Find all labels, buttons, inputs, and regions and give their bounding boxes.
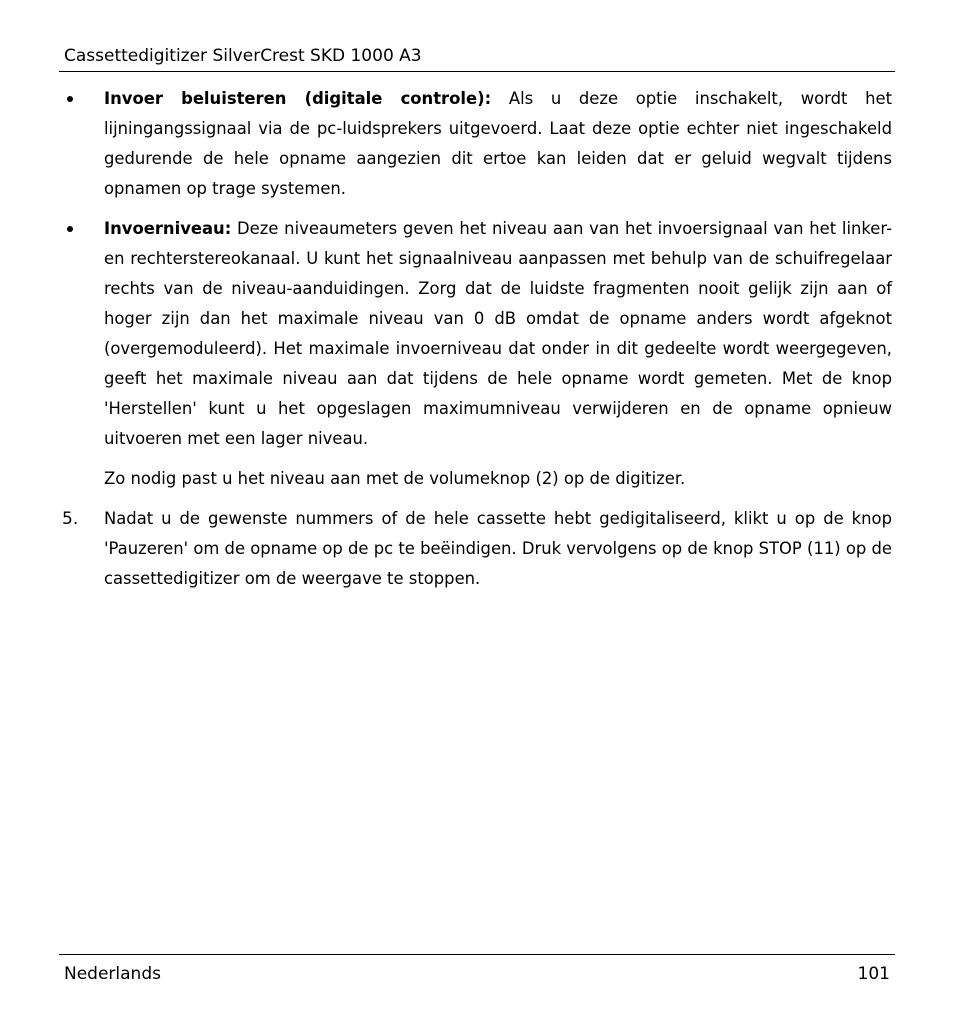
- note-text: Zo nodig past u het niveau aan met de volumeknop (2) op de digitizer.: [104, 469, 686, 488]
- step-number: 5.: [62, 509, 79, 529]
- bullet-term: Invoer beluisteren (digitale controle):: [104, 89, 492, 108]
- bullet-term: Invoerniveau:: [104, 219, 232, 238]
- bullet-icon: [67, 226, 73, 232]
- bullet-item-invoerniveau: [62, 214, 892, 454]
- page-content: [62, 84, 892, 604]
- footer-language: Nederlands: [64, 964, 161, 984]
- bullet-text: Deze niveaumeters geven het niveau aan van het invoersignaal van het linker- en rechterstereokanaal. U kunt het signaalniveau aanpassen met behulp van de schuifregelaar rechts van de niveau-aanduidingen. Zorg dat de luidste fragmenten nooit gelijk zijn aan of hoger zijn dan het maximale niveau van 0 dB omdat de opname anders wordt afgeknot (overgemoduleerd). Het maximale invoerniveau dat onder in dit gedeelte wordt weergegeven, geeft het maximale niveau aan dat tijdens de hele opname wordt gemeten. Met de knop 'Herstellen' kunt u het opgeslagen maximumniveau verwijderen en de opname opnieuw uitvoeren met een lager niveau.: [104, 219, 892, 448]
- bullet-paragraph: [104, 214, 892, 454]
- bullet-item-invoer-beluisteren: [62, 84, 892, 204]
- step-text: Nadat u de gewenste nummers of de hele cassette hebt gedigitaliseerd, klikt u op de knop 'Pauzeren' om de opname op de pc te beëindigen. Druk vervolgens op de knop STOP (11) op de cassettedigitizer om de weergave te stoppen.: [104, 509, 892, 588]
- page-footer: [59, 954, 895, 994]
- header-title: Cassettedigitizer SilverCrest SKD 1000 A3: [64, 46, 422, 66]
- page-header: [59, 44, 895, 72]
- note-paragraph: [104, 464, 892, 494]
- bullet-paragraph: [104, 84, 892, 204]
- page-number: 101: [857, 964, 890, 984]
- bullet-text: Als u deze optie inschakelt, wordt het lijningangssignaal via de pc-luidsprekers uitgevoerd. Laat deze optie echter niet ingeschakeld gedurende de hele opname aangezien dit ertoe kan leiden dat er geluid wegvalt tijdens opnamen op trage systemen.: [104, 89, 892, 198]
- numbered-step-5: [62, 504, 892, 594]
- bullet-icon: [67, 96, 73, 102]
